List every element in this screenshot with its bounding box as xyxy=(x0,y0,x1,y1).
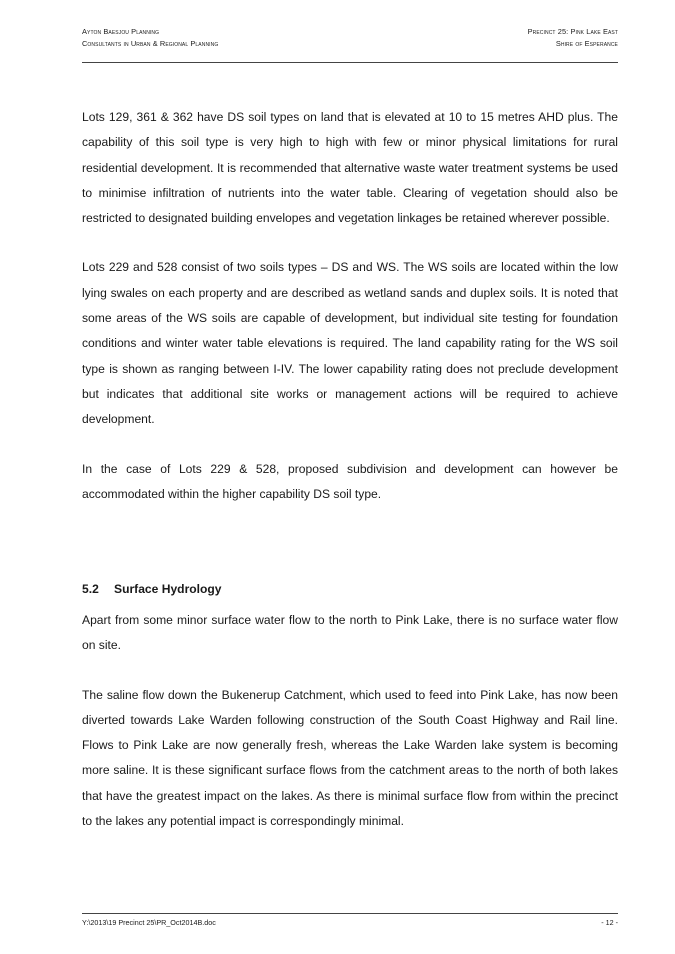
page-header xyxy=(82,26,618,63)
header-shire-name: Shire of Esperance xyxy=(555,39,618,48)
section-content xyxy=(82,608,618,834)
section-number: 5.2 xyxy=(82,582,99,596)
header-firm-name: Ayton Baesjou Planning xyxy=(82,27,160,36)
footer-page-number: - 12 - xyxy=(601,918,618,927)
paragraph-saline-flow: The saline flow down the Bukenerup Catchment, which used to feed into Pink Lake, has now been diverted towards Lake Warden following construction of the South Coast Highway and Rail line. Flows to Pink Lake are now generally fresh, whereas the Lake Warden lake system is becoming more saline. It is these significant surface flows from the catchment areas to the north of both lakes that have the greatest impact on the lakes. As there is minimal surface flow from within the precinct to the lakes any potential impact is correspondingly minimal. xyxy=(82,687,618,829)
body-content xyxy=(82,105,618,507)
paragraph-lots-229-528-soils: Lots 229 and 528 consist of two soils types – DS and WS. The WS soils are located within the low lying swales on each property and are described as wetland sands and duplex soils. It is noted that some areas of the WS soils are capable of development, but individual site testing for foundation conditions and winter water table elevations is required. The land capability rating for the WS soil type is shown as ranging between I-IV. The lower capability rating does not preclude development but indicates that additional site works or management actions will be required to achieve development. xyxy=(82,260,618,427)
section-title: Surface Hydrology xyxy=(114,582,222,596)
paragraph-lots-129-361-362: Lots 129, 361 & 362 have DS soil types on land that is elevated at 10 to 15 metres AHD plus. The capability of this soil type is very high to high with few or minor physical limitations for rural residential development. It is recommended that alternative waste water treatment systems be used to minimise infiltration of nutrients into the water table. Clearing of vegetation should also be restricted to designated building envelopes and vegetation linkages be retained wherever possible. xyxy=(82,110,618,226)
footer-file-path: Y:\2013\19 Precinct 25\PR_Oct2014B.doc xyxy=(82,918,216,927)
header-right xyxy=(528,26,618,50)
page-footer xyxy=(82,913,618,930)
header-precinct-title: Precinct 25: Pink Lake East xyxy=(527,27,618,36)
section-heading xyxy=(82,578,222,600)
paragraph-lots-229-528-subdivision: In the case of Lots 229 & 528, proposed subdivision and development can however be accommodated within the higher capability DS soil type. xyxy=(82,461,618,501)
header-left xyxy=(82,26,218,50)
header-firm-tagline: Consultants in Urban & Regional Planning xyxy=(82,39,219,48)
paragraph-surface-flow: Apart from some minor surface water flow to the north to Pink Lake, there is no surface water flow on site. xyxy=(82,613,618,653)
